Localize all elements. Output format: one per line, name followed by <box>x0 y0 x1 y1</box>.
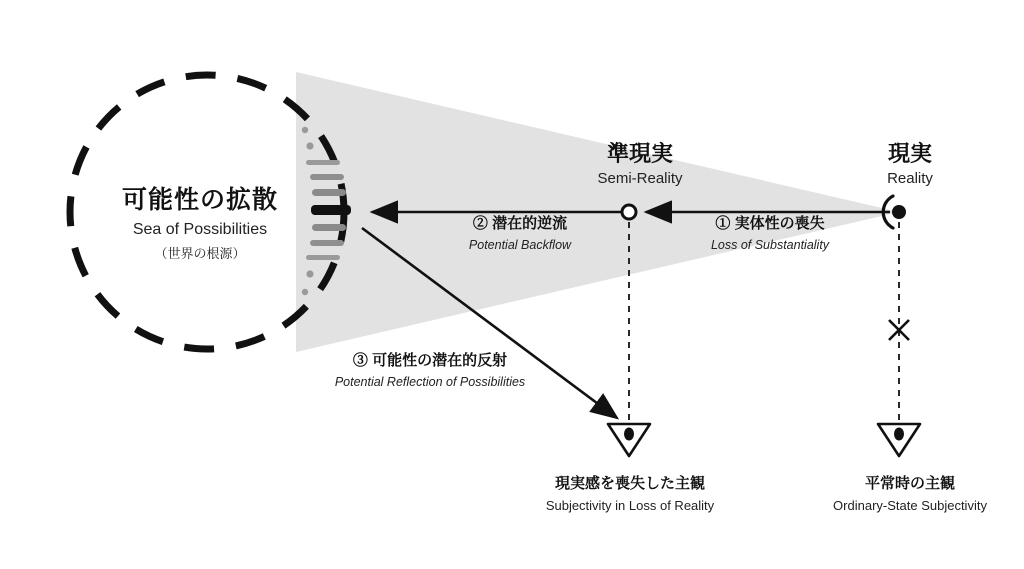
flow-2-label-en: Potential Backflow <box>468 237 572 252</box>
eye-icon-ordinary <box>878 424 920 456</box>
flow-1-label <box>640 215 900 253</box>
flow-1-label-en: Loss of Substantiality <box>710 237 830 252</box>
sea-label-en: Sea of Possibilities <box>132 221 268 239</box>
reality-label-en: Reality <box>887 169 933 187</box>
flow-2-label-jp: ② 潜在的逆流 <box>472 215 568 232</box>
subjectivity-loss-label-jp: 現実感を喪失した主観 <box>554 475 705 492</box>
sea-label-sub: （世界の根源） <box>154 246 246 262</box>
subjectivity-loss-label <box>505 475 755 514</box>
flow-3-label-jp: ③ 可能性の潜在的反射 <box>352 352 508 369</box>
subjectivity-loss-label-en: Subjectivity in Loss of Reality <box>545 497 715 513</box>
reality-label-jp: 現実 <box>887 141 932 166</box>
subjectivity-ordinary-label-jp: 平常時の主観 <box>864 475 955 492</box>
flow-1-label-jp: ① 実体性の喪失 <box>715 215 825 232</box>
subjectivity-ordinary-label <box>800 475 1020 514</box>
semi-reality-label-en: Semi-Reality <box>597 169 683 187</box>
semi-reality-label <box>520 140 760 188</box>
flow-3-label-en: Potential Reflection of Possibilities <box>334 374 526 389</box>
sea-of-possibilities-label <box>60 185 340 263</box>
semi-reality-label-jp: 準現実 <box>606 141 673 166</box>
reality-label <box>810 140 1010 188</box>
flow-3-label <box>280 352 580 390</box>
eye-icon-loss-of-reality <box>608 424 650 456</box>
flow-2-label <box>400 215 640 253</box>
sea-label-jp: 可能性の拡散 <box>121 186 278 214</box>
subjectivity-ordinary-label-en: Ordinary-State Subjectivity <box>833 497 987 513</box>
